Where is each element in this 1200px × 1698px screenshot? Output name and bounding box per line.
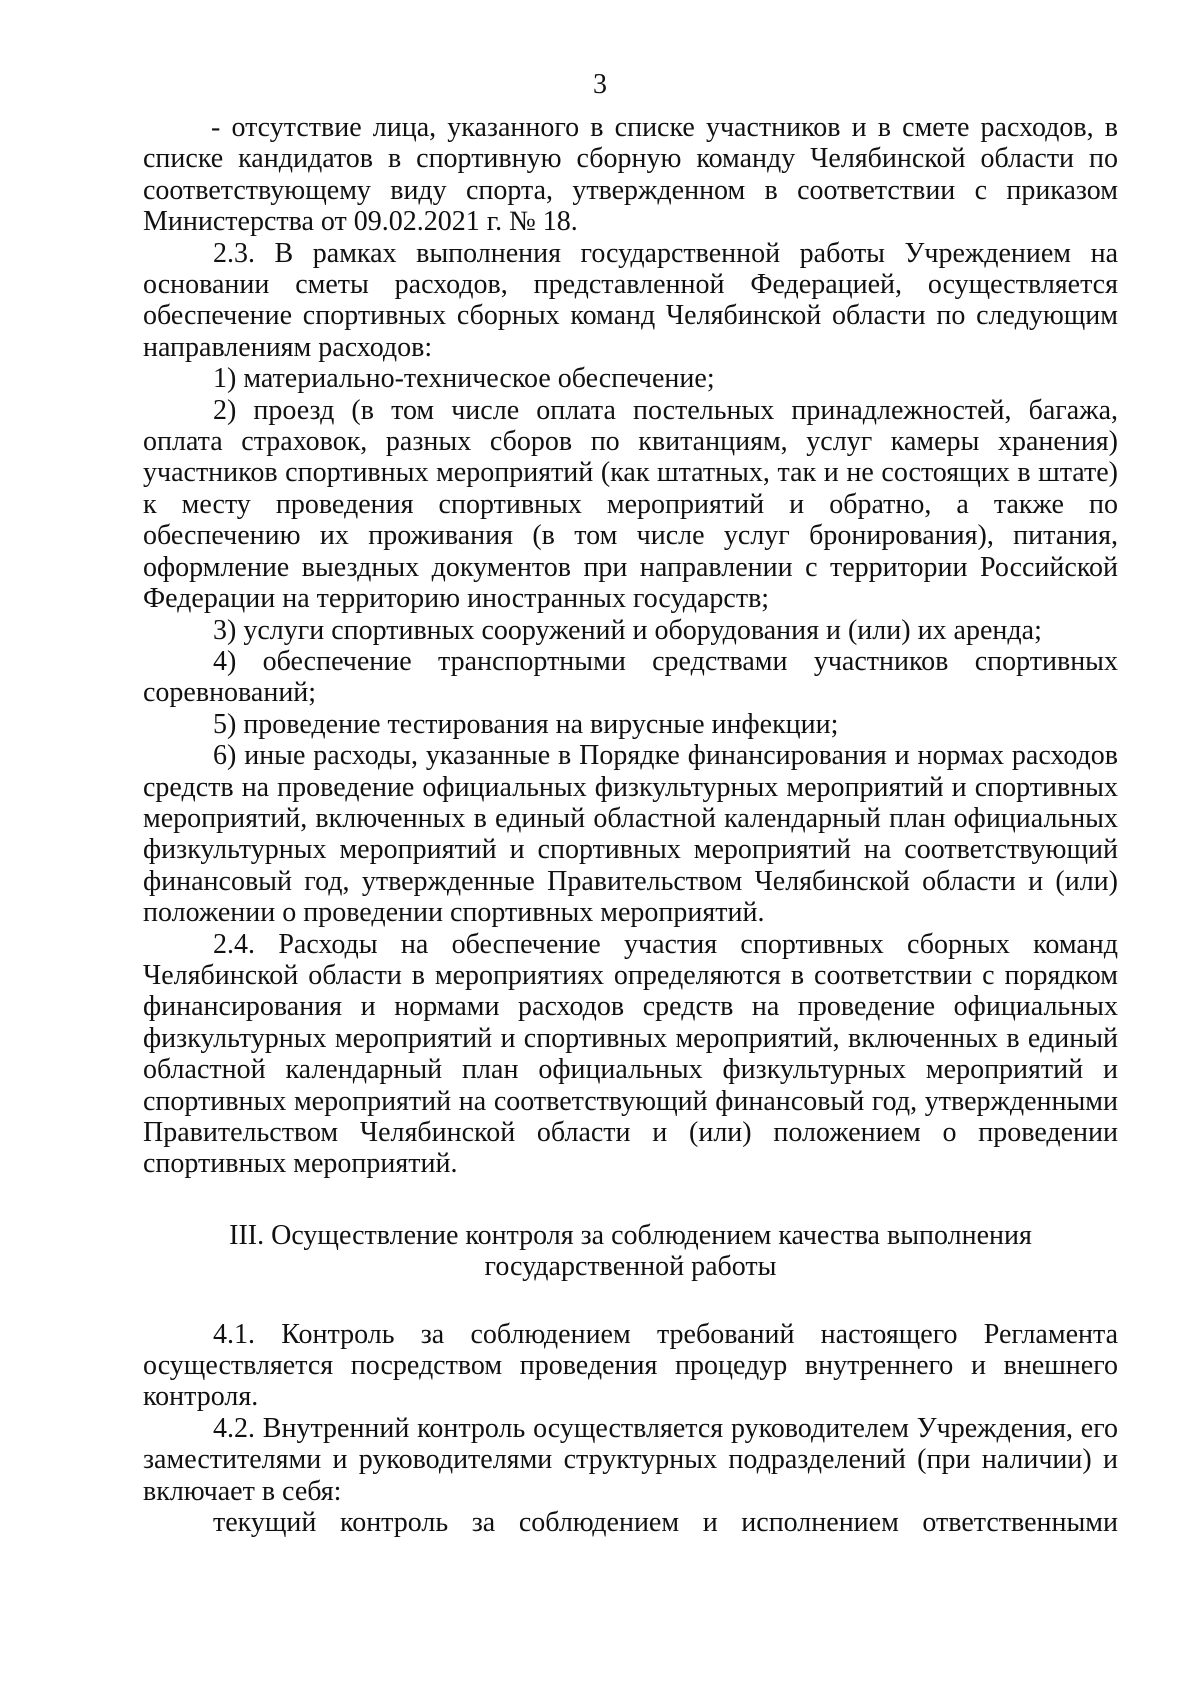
section-heading-line-2: государственной работы [484,1251,777,1283]
list-item-6: 6) иные расходы, указанные в Порядке финансирования и нормах расходов средств на проведение официальных физкультурных мероприятий и спортивных мероприятий, включенных в единый областной календарный план официальных физкультурных мероприятий и спортивных мероприятий на соответствующий финансовый год, утвержденные Правительством Челябинской области и (или) положении о проведении спортивных мероприятий. [143,740,1118,929]
section-heading-line-1: III. Осуществление контроля за соблюдением качества выполнения [229,1219,1032,1251]
list-item-5: 5) проведение тестирования на вирусные инфекции; [213,708,839,740]
paragraph-absence-of-person: - отсутствие лица, указанного в списке участников и в смете расходов, в списке кандидатов в спортивную сборную команду Челябинской области по соответствующему виду спорта, утвержденном в соответствии с приказом Министерства от 09.02.2021 г. № 18. [143,112,1118,238]
paragraph-2-4: 2.4. Расходы на обеспечение участия спортивных сборных команд Челябинской области в мероприятиях определяются в соответствии с порядком финансирования и нормами расходов средств на проведение официальных физкультурных мероприятий и спортивных мероприятий, включенных в единый областной календарный план официальных физкультурных мероприятий и спортивных мероприятий на соответствующий финансовый год, утвержденными Правительством Челябинской области и (или) положением о проведении спортивных мероприятий. [143,928,1118,1180]
paragraph-current-control: текущий контроль за соблюдением и исполнением ответственными [213,1507,1118,1539]
list-item-1: 1) материально-техническое обеспечение; [213,363,715,395]
page-number: 3 [593,69,607,100]
paragraph-4-1: 4.1. Контроль за соблюдением требований настоящего Регламента осуществляется посредством проведения процедур внутреннего и внешнего контроля. [143,1318,1118,1413]
section-heading [143,1220,1118,1283]
paragraph-2-3: 2.3. В рамках выполнения государственной работы Учреждением на основании сметы расходов, представленной Федерацией, осуществляется обеспечение спортивных сборных команд Челябинской области по следующим направлениям расходов: [143,237,1118,363]
list-item-2: 2) проезд (в том числе оплата постельных принадлежностей, багажа, оплата страховок, разных сборов по квитанциям, услуг камеры хранения) участников спортивных мероприятий (как штатных, так и не состоящих в штате) к месту проведения спортивных мероприятий и обратно, а также по обеспечению их проживания (в том числе услуг бронирования), питания, оформление выездных документов при направлении с территории Российской Федерации на территорию иностранных государств; [143,394,1118,615]
paragraph-4-2: 4.2. Внутренний контроль осуществляется руководителем Учреждения, его заместителями и руководителями структурных подразделений (при наличии) и включает в себя: [143,1412,1118,1507]
list-item-4: 4) обеспечение транспортными средствами участников спортивных соревнований; [143,645,1118,709]
list-item-3: 3) услуги спортивных сооружений и оборудования и (или) их аренда; [213,614,1042,646]
document-body [143,112,1118,1538]
